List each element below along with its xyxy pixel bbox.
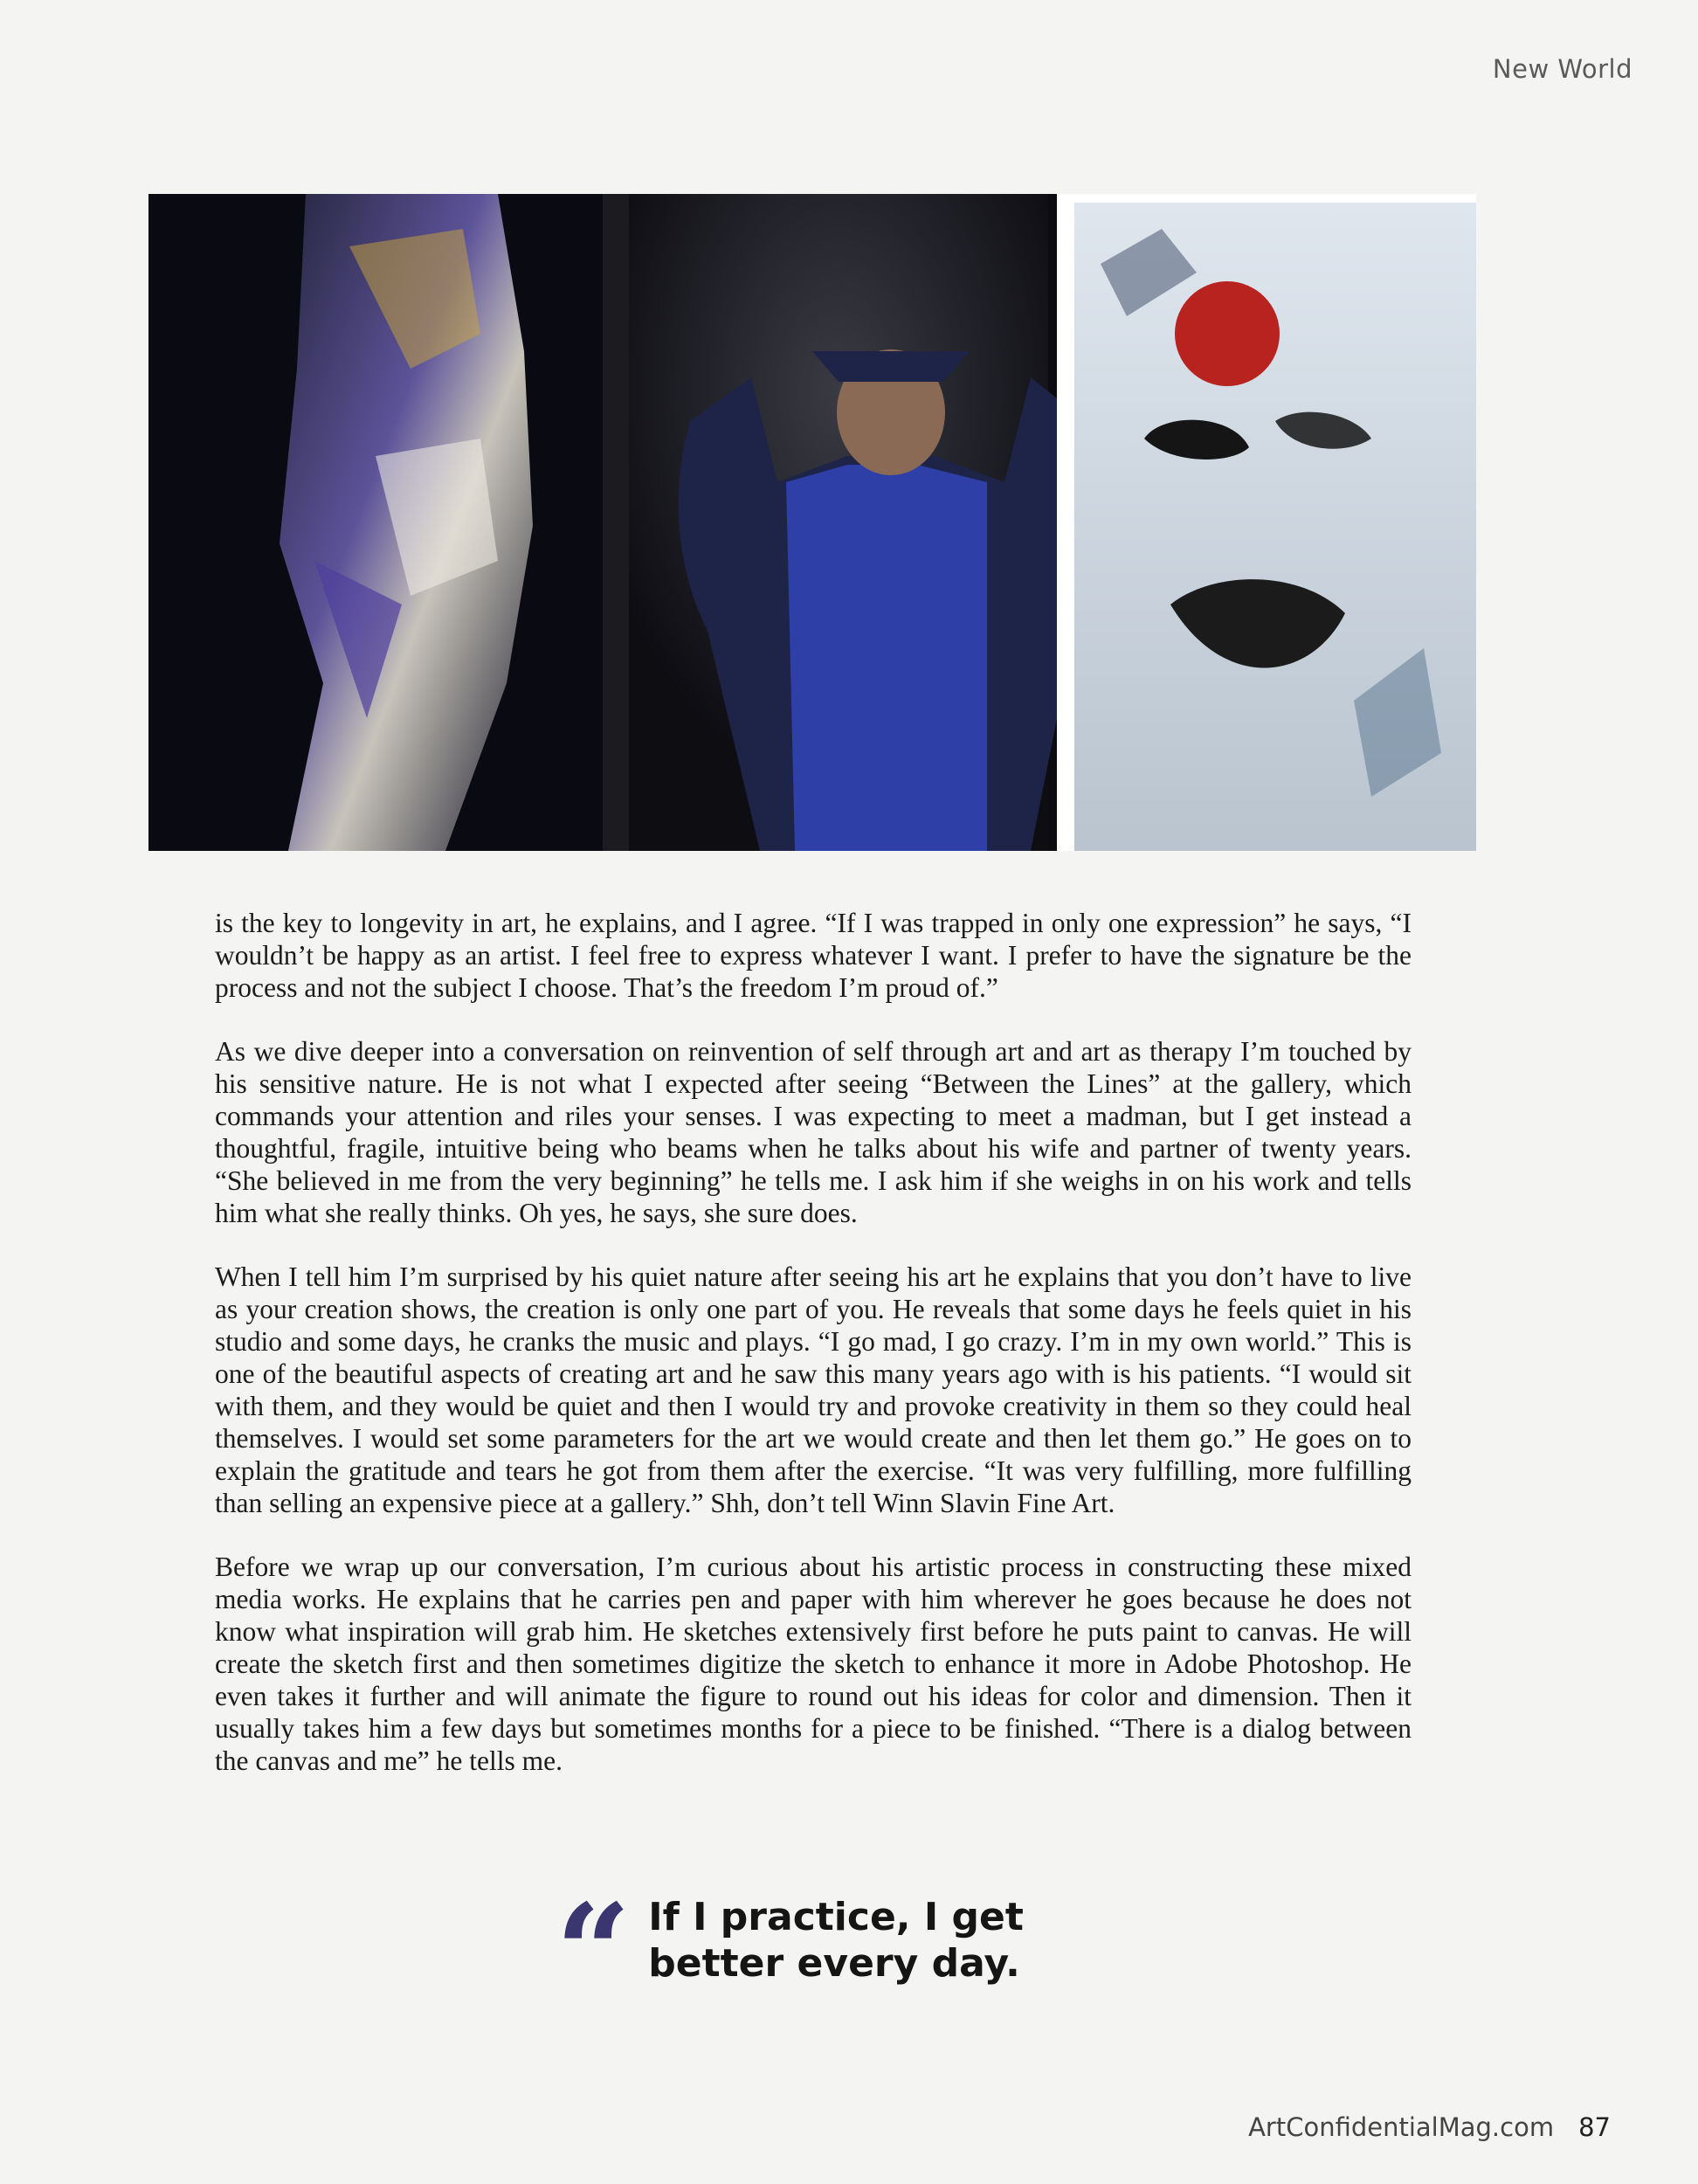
pull-quote <box>556 1876 1167 2029</box>
gallery-photo <box>148 194 1476 851</box>
article-paragraph: As we dive deeper into a conversation on reinvention of self through art and art as therapy I’m touched by his sensitive nature. He is not what I expected after seeing “Between the Lines” at the gallery, which commands your attention and riles your senses. I was expecting to meet a madman, but I get instead a thoughtful, fragile, intuitive being who beams when he talks about his wife and partner of twenty years. “She believed in me from the very beginning” he tells me. I ask him if she weighs in on his work and tells him what she really thinks. Oh yes, he says, she sure does. <box>215 1036 1412 1228</box>
article-paragraph: Before we wrap up our conversation, I’m curious about his artistic process in constructing these mixed media works. He explains that he carries pen and paper with him wherever he goes because he does not know what inspiration will grab him. He sketches extensively first before he puts paint to canvas. He will create the sketch first and then sometimes digitize the sketch to enhance it more in Adobe Photoshop. He even takes it further and will animate the figure to round out his ideas for color and dimension. Then it usually takes him a few days but sometimes months for a piece to be finished. “There is a dialog between the canvas and me” he tells me. <box>215 1552 1412 1776</box>
article-paragraph: When I tell him I’m surprised by his quiet nature after seeing his art he explains that you don’t have to live as your creation shows, the creation is only one part of you. He reveals that some days he feels quiet in his studio and some days, he cranks the music and plays. “I go mad, I go crazy. I’m in my own world.” This is one of the beautiful aspects of creating art and he saw this many years ago with is his patients. “I would sit with them, and they would be quiet and then I would try and provoke creativity in them so they could heal themselves. I would set some parameters for the art we would create and then let them go.” He goes on to explain the gratitude and tears he got from them after the exercise. “It was very fulfilling, more fulfilling than selling an expensive piece at a gallery.” Shh, don’t tell Winn Slavin Fine Art. <box>215 1261 1412 1518</box>
article-body <box>215 907 1412 1808</box>
pull-quote-text: If I practice, I get better every day. <box>648 1895 1024 1986</box>
page-footer <box>1248 2112 1611 2142</box>
page-number: 87 <box>1578 2112 1611 2142</box>
section-label: New World <box>1492 54 1632 84</box>
site-url: ArtConfidentialMag.com <box>1248 2112 1555 2142</box>
article-paragraph: is the key to longevity in art, he explains, and I agree. “If I was trapped in only one expression” he says, “I wouldn’t be happy as an artist. I feel free to express whatever I want. I prefer to have the signature be the process and not the subject I choose. That’s the freedom I’m proud of.” <box>215 908 1412 1003</box>
gallery-photo-icon <box>148 194 1476 851</box>
quote-mark-icon: “ <box>556 1876 632 2029</box>
